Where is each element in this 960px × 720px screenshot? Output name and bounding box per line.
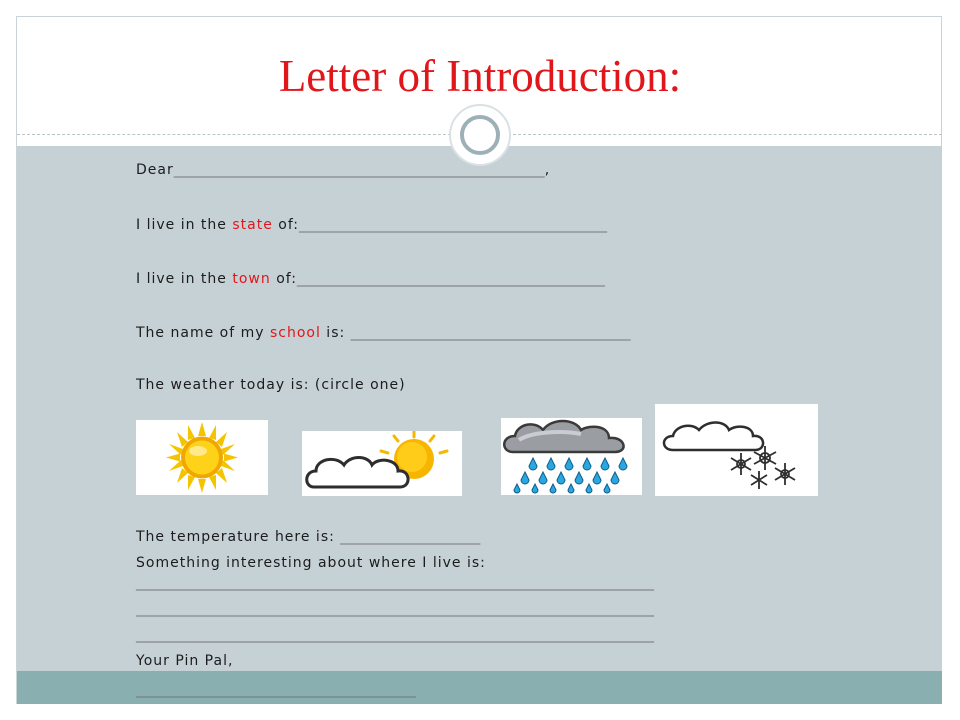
- dear-line: [136, 161, 550, 179]
- weather-option-partly-cloudy[interactable]: [302, 431, 462, 496]
- town-line: [136, 270, 605, 288]
- state-keyword: state: [232, 217, 273, 233]
- state-prefix: I live in the: [136, 217, 233, 233]
- interesting-label: Something interesting about where I live is:: [136, 555, 486, 571]
- dear-label: Dear: [136, 162, 174, 178]
- town-keyword: town: [232, 271, 271, 287]
- state-blank[interactable]: ____________________________________________: [299, 217, 607, 233]
- answer-line[interactable]: __________________________________________________________________________: [136, 601, 654, 617]
- town-blank[interactable]: ____________________________________________: [296, 271, 605, 287]
- temperature-blank[interactable]: ____________________: [340, 529, 481, 545]
- weather-option-rainy[interactable]: [501, 418, 642, 495]
- weather-option-sunny[interactable]: [136, 420, 268, 495]
- sun-icon: [136, 420, 268, 495]
- temperature-line: [136, 528, 480, 546]
- dear-suffix: ,: [544, 162, 551, 178]
- state-line: [136, 216, 607, 234]
- dear-blank[interactable]: _____________________________________________________: [173, 162, 545, 178]
- weather-label: The weather today is: (circle one): [136, 377, 406, 393]
- town-prefix: I live in the: [136, 271, 233, 287]
- page-title: Letter of Introduction:: [278, 51, 682, 101]
- answer-line[interactable]: __________________________________________________________________________: [136, 627, 654, 643]
- school-prefix: The name of my: [136, 325, 270, 341]
- closing-line: Your Pin Pal,: [136, 653, 234, 669]
- weather-question: [136, 376, 406, 394]
- snow-icon: [655, 404, 818, 496]
- partly-cloudy-icon: [302, 431, 462, 496]
- school-suffix: is:: [320, 325, 351, 341]
- interesting-line: [136, 554, 486, 572]
- school-line: [136, 324, 631, 342]
- school-blank[interactable]: ________________________________________: [350, 325, 631, 341]
- town-suffix: of:: [270, 271, 297, 287]
- signature-blank[interactable]: ________________________________________: [136, 682, 416, 698]
- ring-ornament-icon: [449, 104, 511, 166]
- school-keyword: school: [269, 325, 321, 341]
- weather-option-snowy[interactable]: [655, 404, 818, 496]
- answer-line[interactable]: __________________________________________________________________________: [136, 575, 654, 591]
- rain-icon: [501, 418, 642, 495]
- temperature-label: The temperature here is:: [136, 529, 341, 545]
- state-suffix: of:: [272, 217, 299, 233]
